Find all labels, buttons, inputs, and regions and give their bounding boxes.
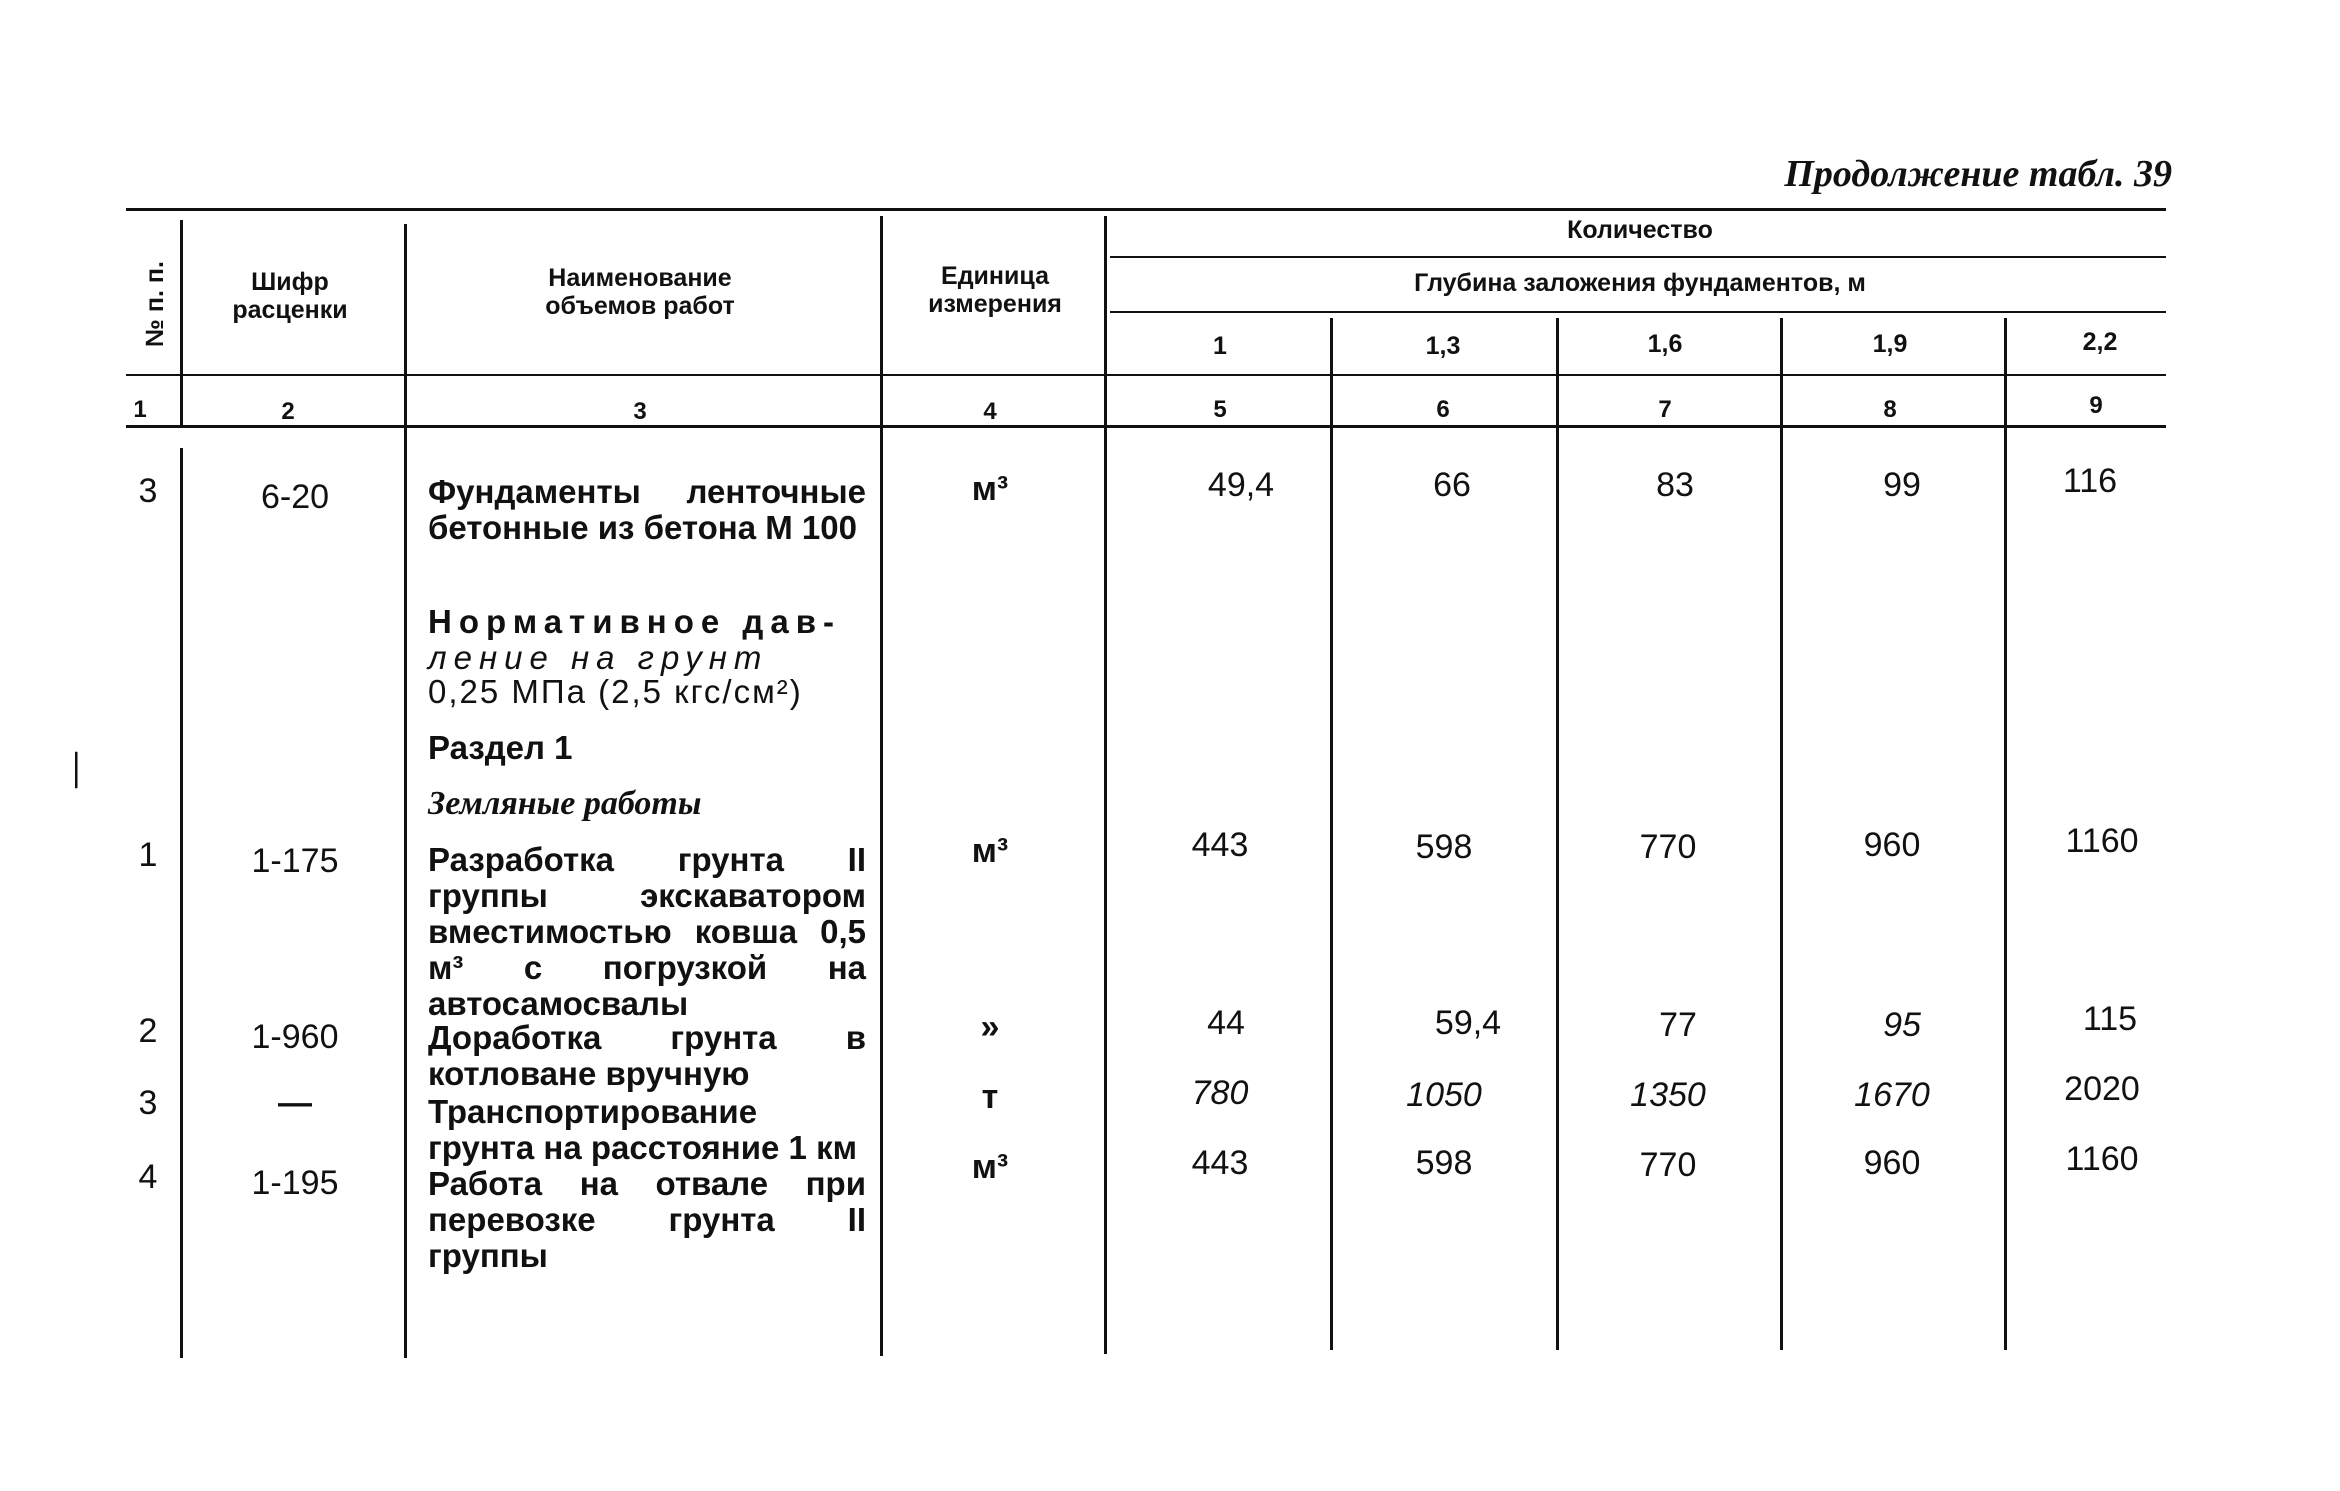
row-unit: м³ xyxy=(971,470,1009,508)
row-value: 66 xyxy=(1433,466,1471,504)
row-value: 770 xyxy=(1639,828,1697,866)
row-name: Фундаменты ленточные бетонные из бетона М 100 xyxy=(428,473,866,546)
colnum-8: 8 xyxy=(1883,396,1897,423)
col-divider-1b xyxy=(180,448,183,1358)
row-value: 1050 xyxy=(1406,1076,1482,1114)
row-no: 4 xyxy=(138,1158,158,1196)
row-name: Разработка грунта II группы экскаватором вместимостью ковша 0,5 м³ с погрузкой на автосамосвалы xyxy=(428,841,866,1022)
row-no: 2 xyxy=(138,1012,158,1050)
depth-1: 1 xyxy=(1213,332,1227,360)
row-code: — xyxy=(278,1084,312,1122)
rule-quantity xyxy=(1110,256,2166,258)
depth-2: 1,3 xyxy=(1425,332,1461,360)
colnum-4: 4 xyxy=(983,398,997,425)
header-quantity: Количество xyxy=(1567,216,1713,244)
row-name: Доработка грунта в котловане вручную xyxy=(428,1019,866,1092)
colnum-1: 1 xyxy=(133,396,147,423)
depth-3: 1,6 xyxy=(1647,330,1683,358)
rule-header-bottom xyxy=(126,374,2166,376)
page-number: — xyxy=(60,752,100,788)
table-caption: Продолжение табл. 39 xyxy=(1784,153,2172,195)
row-value: 770 xyxy=(1639,1146,1697,1184)
row-value: 1160 xyxy=(2065,822,2139,860)
row-value: 780 xyxy=(1191,1074,1249,1112)
row-value: 598 xyxy=(1415,1144,1473,1182)
row-value: 77 xyxy=(1659,1006,1697,1044)
col-divider-8 xyxy=(2004,318,2007,1350)
row-unit: м³ xyxy=(971,1148,1009,1186)
row-no: 3 xyxy=(138,1084,158,1122)
col-divider-3 xyxy=(880,216,883,1356)
row-unit: т xyxy=(981,1078,999,1116)
section-title: Земляные работы xyxy=(428,785,702,822)
col-divider-1 xyxy=(180,220,183,428)
row-value: 49,4 xyxy=(1207,466,1275,504)
depth-5: 2,2 xyxy=(2082,328,2118,356)
row-no: 1 xyxy=(138,836,158,874)
row-name: Транспортирование грунта на расстояние 1 км xyxy=(428,1093,857,1166)
rule-colnum-bottom xyxy=(126,425,2166,428)
row-value: 1350 xyxy=(1630,1076,1706,1114)
colnum-6: 6 xyxy=(1436,396,1450,423)
col-divider-5 xyxy=(1330,318,1333,1350)
rule-depth xyxy=(1110,311,2166,313)
row-code: 1-175 xyxy=(251,842,339,880)
depth-4: 1,9 xyxy=(1872,330,1908,358)
section-heading: Раздел 1 xyxy=(428,729,573,766)
row-value: 99 xyxy=(1883,466,1921,504)
col-divider-2 xyxy=(404,224,407,1358)
row-value: 115 xyxy=(2082,1000,2138,1038)
colnum-5: 5 xyxy=(1213,396,1227,423)
row-code: 6-20 xyxy=(260,478,330,516)
col-divider-7 xyxy=(1780,318,1783,1350)
pressure-line-2: ление на грунт xyxy=(428,639,769,676)
row-value: 44 xyxy=(1207,1004,1245,1042)
header-name: Наименование объемов работ xyxy=(545,264,735,320)
row-value: 960 xyxy=(1863,826,1921,864)
row-code: 1-195 xyxy=(251,1164,339,1202)
header-depth: Глубина заложения фундаментов, м xyxy=(1414,269,1866,297)
row-no: 3 xyxy=(138,472,158,510)
row-value: 116 xyxy=(2062,462,2118,500)
pressure-line-1: Нормативное дав- xyxy=(428,603,841,640)
row-value: 960 xyxy=(1863,1144,1921,1182)
header-no: № п. п. xyxy=(141,261,169,347)
row-value: 1670 xyxy=(1854,1076,1930,1114)
col-divider-6 xyxy=(1556,318,1559,1350)
colnum-2: 2 xyxy=(281,398,295,425)
header-unit: Единица измерения xyxy=(928,262,1062,318)
colnum-7: 7 xyxy=(1658,396,1672,423)
row-code: 1-960 xyxy=(251,1018,339,1056)
row-value: 83 xyxy=(1656,466,1694,504)
row-unit: м³ xyxy=(971,832,1009,870)
row-name: Работа на отвале при перевозке грунта II группы xyxy=(428,1165,866,1274)
colnum-9: 9 xyxy=(2089,392,2103,419)
row-value: 443 xyxy=(1191,1144,1249,1182)
row-value: 443 xyxy=(1191,826,1249,864)
row-unit: » xyxy=(980,1008,1000,1046)
colnum-3: 3 xyxy=(633,398,647,425)
pressure-line-3: 0,25 МПа (2,5 кгс/см²) xyxy=(428,673,803,710)
row-value: 95 xyxy=(1883,1006,1921,1044)
row-value: 598 xyxy=(1415,828,1473,866)
row-value: 59,4 xyxy=(1434,1004,1502,1042)
rule-top xyxy=(126,208,2166,211)
row-value: 1160 xyxy=(2065,1140,2139,1178)
row-value: 2020 xyxy=(2064,1070,2140,1108)
col-divider-4 xyxy=(1104,216,1107,1354)
header-code: Шифр расценки xyxy=(232,268,348,324)
